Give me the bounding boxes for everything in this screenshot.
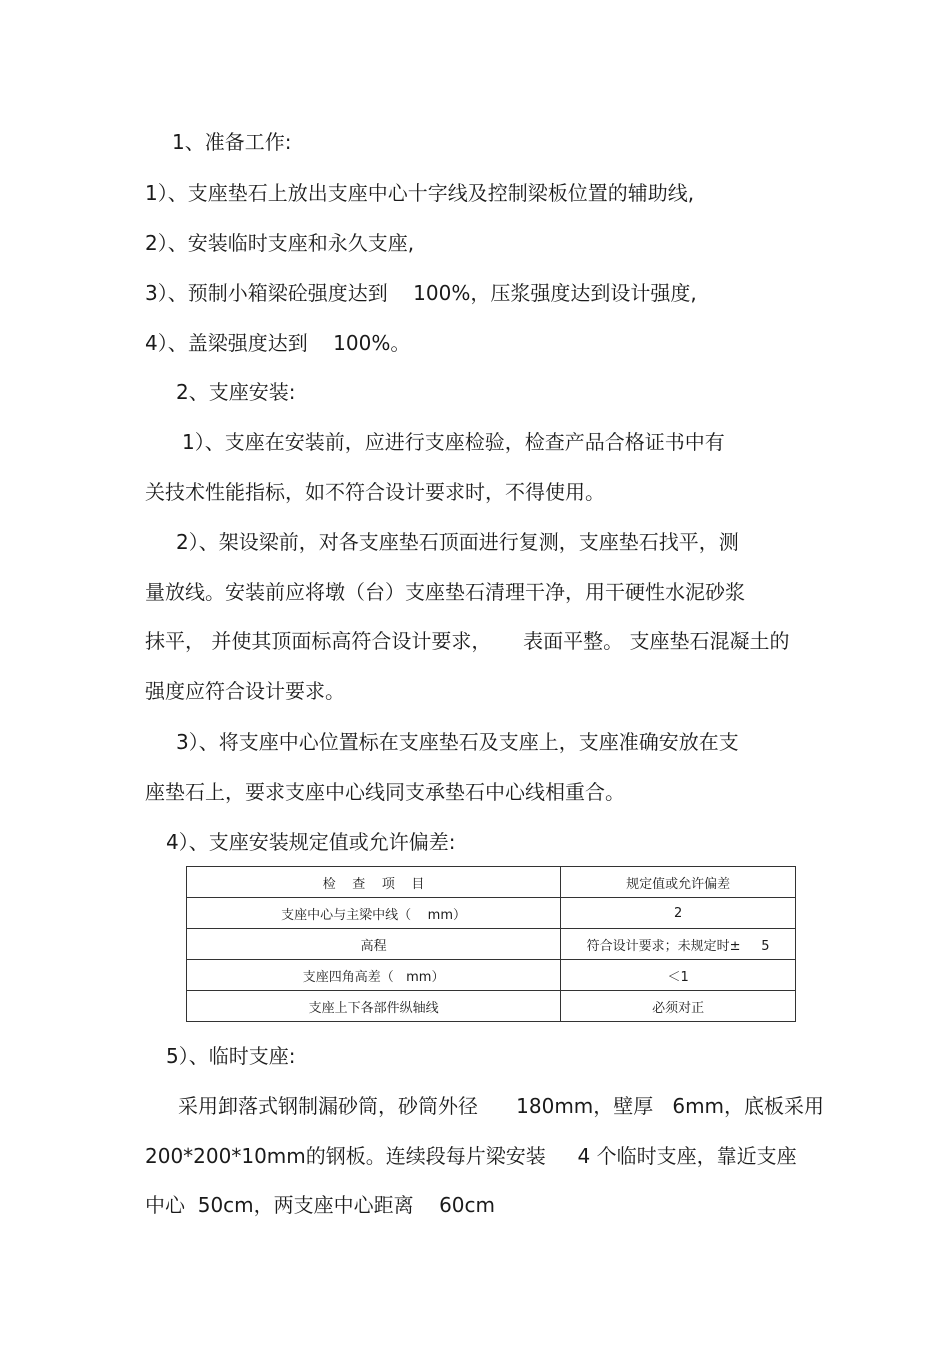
- table-cell-item: 高程: [187, 929, 561, 960]
- table-cell-item: 支座四角高差（ mm）: [187, 960, 561, 991]
- install-p1-line-2: 关技术性能指标，如不符合设计要求时，不得使用。: [145, 480, 605, 504]
- prep-item-1: 1）、支座垫石上放出支座中心十字线及控制梁板位置的辅助线,: [145, 181, 695, 205]
- table-cell-item: 支座中心与主梁中线（ mm）: [187, 898, 561, 929]
- temp-line-1: 采用卸落式钢制漏砂筒，砂筒外径 180mm，壁厚 6mm，底板采用: [178, 1094, 825, 1118]
- table-row: [187, 898, 796, 929]
- prep-item-2: 2）、安装临时支座和永久支座,: [145, 231, 415, 255]
- table-cell-value: ＜1: [561, 960, 796, 991]
- prep-item-3: 3）、预制小箱梁砼强度达到 100%，压浆强度达到设计强度,: [145, 281, 697, 305]
- temp-line-2: 200*200*10mm的钢板。连续段每片梁安装 4 个临时支座，靠近支座: [145, 1144, 797, 1168]
- table-cell-value: 符合设计要求；未规定时± 5: [561, 929, 796, 960]
- table-cell-item: 支座上下各部件纵轴线: [187, 991, 561, 1022]
- table-header-item: 检 查 项 目: [187, 867, 561, 898]
- table-row: [187, 960, 796, 991]
- install-p4-heading: 4）、支座安装规定值或允许偏差:: [166, 830, 456, 854]
- install-p2-line-1: 2）、架设梁前，对各支座垫石顶面进行复测，支座垫石找平，测: [176, 530, 739, 554]
- prep-heading: 1、准备工作:: [172, 130, 292, 154]
- table-row: [187, 991, 796, 1022]
- install-p2-line-4: 强度应符合设计要求。: [145, 679, 345, 703]
- spec-table: [186, 866, 796, 1022]
- install-heading: 2、支座安装:: [176, 380, 296, 404]
- install-p3-line-1: 3）、将支座中心位置标在支座垫石及支座上，支座准确安放在支: [176, 730, 739, 754]
- table-cell-value: 必须对正: [561, 991, 796, 1022]
- temp-line-3: 中心 50cm，两支座中心距离 60cm: [145, 1193, 495, 1217]
- table-cell-value: 2: [561, 898, 796, 929]
- install-p2-line-3: 抹平， 并使其顶面标高符合设计要求， 表面平整。 支座垫石混凝土的: [145, 629, 790, 653]
- install-p2-line-2: 量放线。安装前应将墩（台）支座垫石清理干净，用干硬性水泥砂浆: [145, 580, 745, 604]
- install-p3-line-2: 座垫石上，要求支座中心线同支承垫石中心线相重合。: [145, 780, 625, 804]
- table-header-row: [187, 867, 796, 898]
- prep-item-4: 4）、盖梁强度达到 100%。: [145, 331, 411, 355]
- table-row: [187, 929, 796, 960]
- temp-heading: 5）、临时支座:: [166, 1044, 296, 1068]
- table-header-value: 规定值或允许偏差: [561, 867, 796, 898]
- install-p1-line-1: 1）、支座在安装前，应进行支座检验，检查产品合格证书中有: [182, 430, 725, 454]
